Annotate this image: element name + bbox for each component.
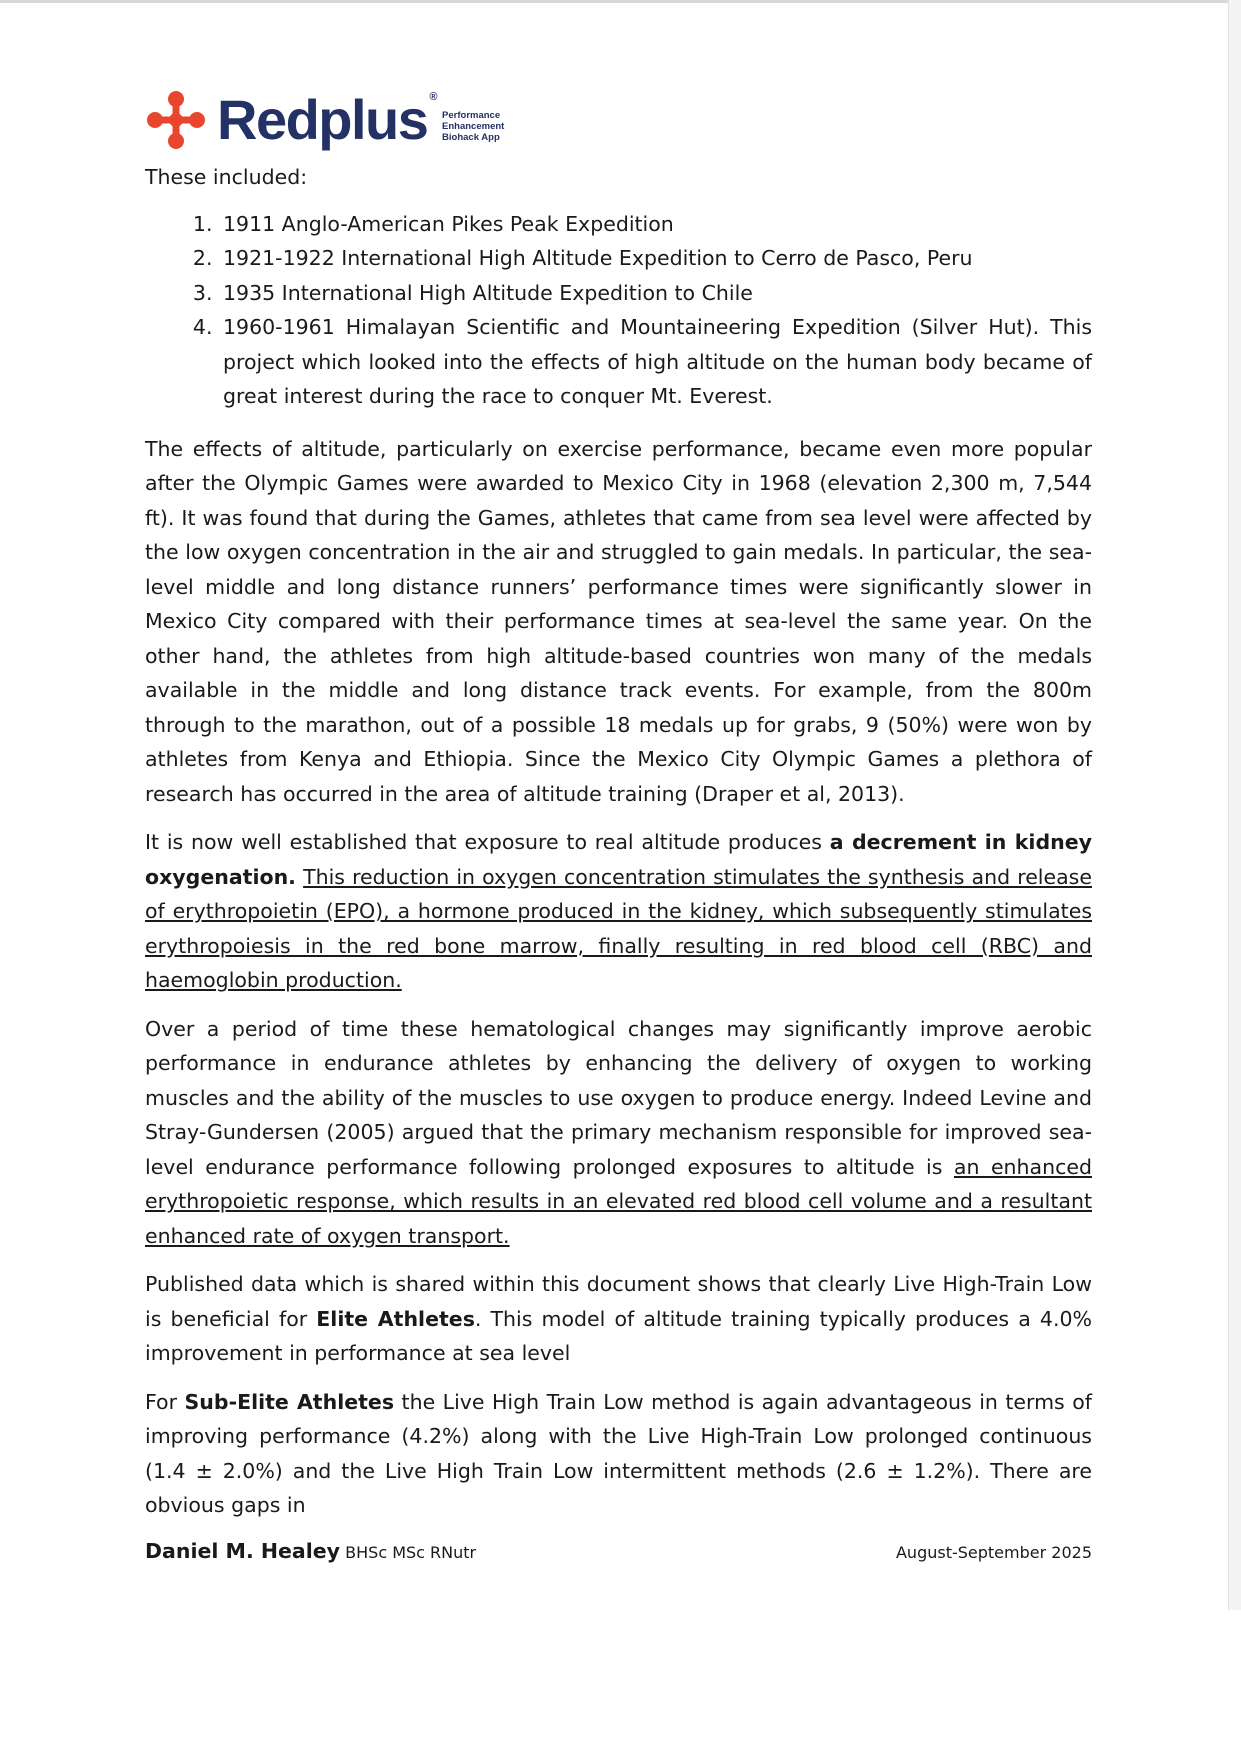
redplus-cross-icon — [145, 87, 207, 153]
list-item: 4. 1960-1961 Himalayan Scientific and Mountaineering Expedition (Silver Hut). This project which looked into the effects of high altitude on the human body became of great interest during the race to conquer Mt. Everest. — [219, 310, 1092, 414]
bold-text: Sub-Elite Athletes — [184, 1389, 395, 1414]
expedition-list — [145, 207, 1092, 414]
page-edge-shadow — [1228, 0, 1241, 1610]
paragraph-kidney-oxygenation: It is now well established that exposure to real altitude produces a decrement in kidney oxygenation. This reduction in oxygen concentration stimulates the synthesis and release of erythropoietin (EPO), a hormone produced in the kidney, which subsequently stimulates erythropoiesis in the red bone marrow, finally resulting in red blood cell (RBC) and haemoglobin production. — [145, 830, 1092, 992]
author-name: Daniel M. Healey — [145, 1538, 341, 1563]
list-item: 3. 1935 International High Altitude Expedition to Chile — [219, 276, 1092, 311]
logo-tagline: Performance Enhancement Biohack App — [442, 109, 505, 143]
bold-text: Elite Athletes — [316, 1306, 475, 1331]
paragraph-mexico-olympics: The effects of altitude, particularly on exercise performance, became even more popular after the Olympic Games were awarded to Mexico City in 1968 (elevation 2,300 m, 7,544 ft). It was found that during the Games, athletes that came from sea level were affected by the low oxygen concentration in the air and struggled to gain medals. In particular, the sea-level middle and long distance runners’ performance times were significantly slower in Mexico City compared with their performance times at sea-level the same year. On the other hand, the athletes from high altitude-based countries won many of the medals available in the middle and long distance track events. For example, from the 800m through to the marathon, out of a possible 18 medals up for grabs, 9 (50%) were won by athletes from Kenya and Ethiopia. Since the Mexico City Olympic Games a plethora of research has occurred in the area of altitude training (Draper et al, 2013). — [145, 436, 1092, 806]
list-item: 2. 1921-1922 International High Altitude Expedition to Cerro de Pasco, Peru — [219, 241, 1092, 276]
paragraph-sub-elite-athletes: For Sub-Elite Athletes the Live High Train Low method is again advantageous in terms of improving performance (4.2%) along with the Live High-Train Low prolonged continuous (1.4 ± 2.0%) and the Live High Train Low intermittent methods (2.6 ± 1.2%). There are obvious gaps in — [145, 1389, 1092, 1517]
underlined-text: This reduction in oxygen concentration stimulates the synthesis and release of erythropoietin (EPO), a hormone produced in the kidney, which subsequently stimulates erythropoiesis in the red bone marrow, finally resulting in red blood cell (RBC) and haemoglobin production. — [145, 864, 1092, 992]
document-page — [145, 80, 1092, 1563]
list-item: 1. 1911 Anglo-American Pikes Peak Expedition — [219, 207, 1092, 242]
paragraph-hematological-changes: Over a period of time these hematological changes may significantly improve aerobic performance in endurance athletes by enhancing the delivery of oxygen to working muscles and the ability of the muscles to use oxygen to produce energy. Indeed Levine and Stray-Gundersen (2005) argued that the primary mechanism responsible for improved sea-level endurance performance following prolonged exposures to altitude is an enhanced erythropoietic response, which results in an elevated red blood cell volume and a resultant enhanced rate of oxygen transport. — [145, 1016, 1092, 1248]
underlined-text: an enhanced erythropoietic response, which results in an elevated red blood cell volume and a resultant enhanced rate of oxygen transport. — [145, 1154, 1092, 1248]
page-footer — [145, 1539, 1092, 1563]
paragraph-elite-athletes: Published data which is shared within this document shows that clearly Live High-Train Low is beneficial for Elite Athletes. This model of altitude training typically produces a 4.0% improvement in performance at sea level — [145, 1272, 1092, 1365]
intro-text: These included: — [145, 165, 308, 189]
logo — [145, 80, 1092, 160]
bold-text: a decrement in kidney oxygenation. — [145, 830, 1092, 889]
page-top-border — [0, 0, 1241, 3]
author-qualifications: BHSc MSc RNutr — [340, 1542, 477, 1562]
footer-date: August-September 2025 — [895, 1542, 1092, 1562]
footer-author — [145, 1539, 476, 1563]
logo-wordmark: Redplus ® — [217, 88, 437, 151]
